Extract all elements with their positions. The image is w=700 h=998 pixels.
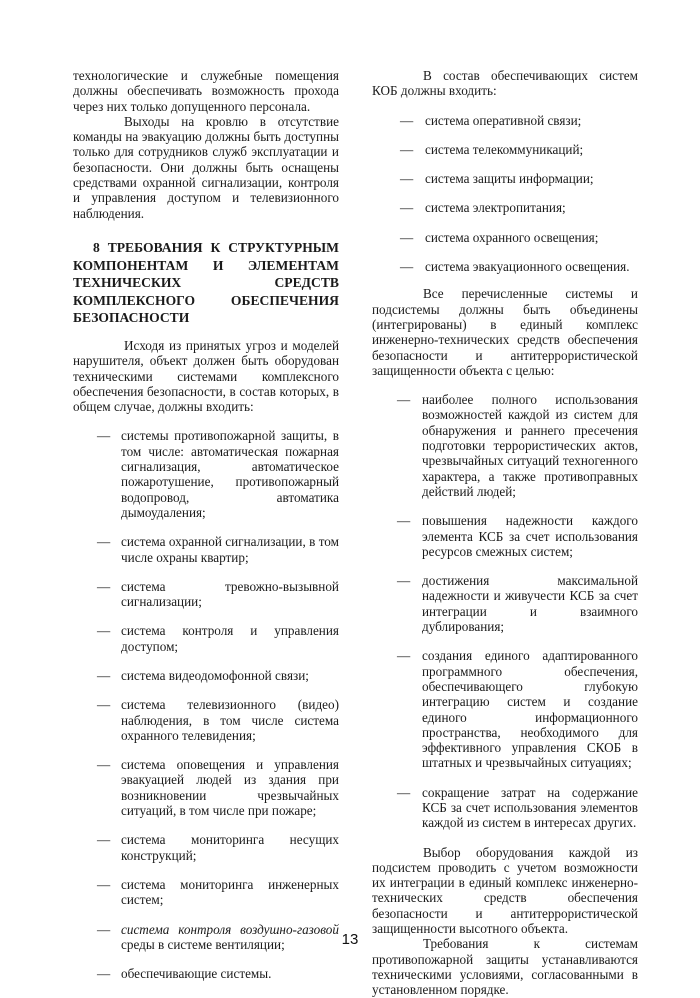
list-item: — система охранного освещения; xyxy=(400,229,599,245)
integration-goals-list xyxy=(372,392,638,830)
paragraph-intro: Исходя из принятых угроз и моделей нарушителя, объект должен быть оборудован техническими системами комплексного обеспечения безопасности, в состав которых, в общем случае, должны входить: xyxy=(73,337,339,415)
supporting-systems-list xyxy=(372,113,638,275)
list-item: — повышения надежности каждого элемента КСБ за счет использования ресурсов смежных систем; xyxy=(397,513,638,559)
paragraph-integration: Все перечисленные системы и подсистемы должны быть объединены (интегрированы) в единый комплекс инженерно-технических средств обеспечения безопасности и антитеррористической защищенности объекта с целью: xyxy=(372,286,638,378)
page-number: 13 xyxy=(341,931,359,948)
list-item: — сокращение затрат на содержание КСБ за счет использования элементов каждой из систем в интересах других. xyxy=(397,784,638,831)
list-item: — создания единого адаптированного программного обеспечения, обеспечивающего глубокую интеграцию систем и создание единого информационного пространства, необходимого для эффективного управления СКОБ в штатных и чрезвычайных ситуациях; xyxy=(397,648,638,771)
dash-bullet: — xyxy=(97,534,111,550)
list-item: — система тревожно-вызывной сигнализации; xyxy=(97,578,339,610)
dash-bullet: — xyxy=(97,757,111,773)
dash-bullet: — xyxy=(97,697,111,713)
list-item: — наиболее полного использования возможностей каждой из систем для обнаружения и раннего пресечения подготовки террористических актов, чрезвычайных ситуаций техногенного характера, а также противоправных действий людей; xyxy=(397,392,638,499)
dash-bullet: — xyxy=(97,428,111,444)
dash-bullet: — xyxy=(397,648,411,664)
section-number: 8 xyxy=(93,239,100,255)
list-item: — система мониторинга инженерных систем; xyxy=(97,876,339,908)
section-title: ТРЕБОВАНИЯ К СТРУКТУРНЫМ КОМПОНЕНТАМ И ЭЛЕМЕНТАМ ТЕХНИЧЕСКИХ СРЕДСТВ КОМПЛЕКСНОГО ОБЕСПЕЧЕНИЯ БЕЗОПАСНОСТИ xyxy=(73,239,339,326)
dash-bullet: — xyxy=(400,171,414,187)
right-column xyxy=(372,68,638,998)
dash-bullet: — xyxy=(400,259,414,275)
list-item: — система защиты информации; xyxy=(400,171,594,187)
section-heading xyxy=(73,239,339,327)
dash-bullet: — xyxy=(97,966,111,982)
dash-bullet: — xyxy=(400,112,414,128)
dash-bullet: — xyxy=(397,573,411,589)
dash-bullet: — xyxy=(397,784,411,800)
list-item: — система эвакуационного освещения. xyxy=(400,259,630,275)
list-item: — система оповещения и управления эвакуацией людей из здания при возникновении чрезвычайных ситуаций, в том числе при пожаре; xyxy=(97,757,339,819)
dash-bullet: — xyxy=(397,392,411,408)
list-item: — система контроля и управления доступом; xyxy=(97,623,339,654)
list-item: — система телекоммуникаций; xyxy=(400,141,584,157)
dash-bullet: — xyxy=(400,229,414,245)
list-item: — система мониторинга несущих конструкций; xyxy=(97,832,339,863)
list-item: — система охранной сигнализации, в том числе охраны квартир; xyxy=(97,534,339,565)
dash-bullet: — xyxy=(397,513,411,529)
security-systems-list xyxy=(73,428,339,981)
dash-bullet: — xyxy=(97,876,111,892)
paragraph-fire-protection: Требования к системам противопожарной защиты устанавливаются техническими условиями, согласованными в установленном порядке. xyxy=(372,936,638,998)
list-item: — система телевизионного (видео) наблюдения, в том числе система охранного телевидения; xyxy=(97,697,339,743)
paragraph-equipment-selection: Выбор оборудования каждой из подсистем проводить с учетом возможности их интеграции в единый комплекс инженерно-технических средств обеспечения безопасности и антитеррористической защищенности высотного объекта. xyxy=(372,844,638,937)
dash-bullet: — xyxy=(97,667,111,683)
dash-bullet: — xyxy=(97,832,111,848)
dash-bullet: — xyxy=(97,623,111,639)
paragraph-rooms-access: технологические и служебные помещения должны обеспечивать возможность прохода через них только допущенного персонала. xyxy=(73,68,339,114)
dash-bullet: — xyxy=(400,200,414,216)
dash-bullet: — xyxy=(97,921,111,937)
left-column xyxy=(73,68,339,981)
list-item: — достижения максимальной надежности и живучести КСБ за счет интеграции и взаимного дублирования; xyxy=(397,573,638,635)
dash-bullet: — xyxy=(400,141,414,157)
list-item: — система электропитания; xyxy=(400,200,566,216)
italic-prefix: система контроля воздушно-газовой xyxy=(121,921,339,937)
list-item: — система контроля воздушно-газовой среды в системе вентиляции; xyxy=(97,921,339,952)
list-item: — обеспечивающие системы. xyxy=(97,966,272,982)
list-item: — система оперативной связи; xyxy=(400,112,582,128)
paragraph-supporting-intro: В состав обеспечивающих систем КОБ должны входить: xyxy=(372,68,638,99)
list-item: — системы противопожарной защиты, в том числе: автоматическая пожарная сигнализация, автоматическое пожаротушение, противопожарный водопровод, автоматика дымоудаления; xyxy=(97,428,339,520)
list-item: — система видеодомофонной связи; xyxy=(97,667,309,683)
paragraph-roof-exits: Выходы на кровлю в отсутствие команды на эвакуацию должны быть доступны только для сотрудников служб эксплуатации и безопасности. Они должны быть оснащены средствами охранной сигнализации, контроля и управления доступом и телевизионного наблюдения. xyxy=(73,113,339,221)
dash-bullet: — xyxy=(97,578,111,594)
